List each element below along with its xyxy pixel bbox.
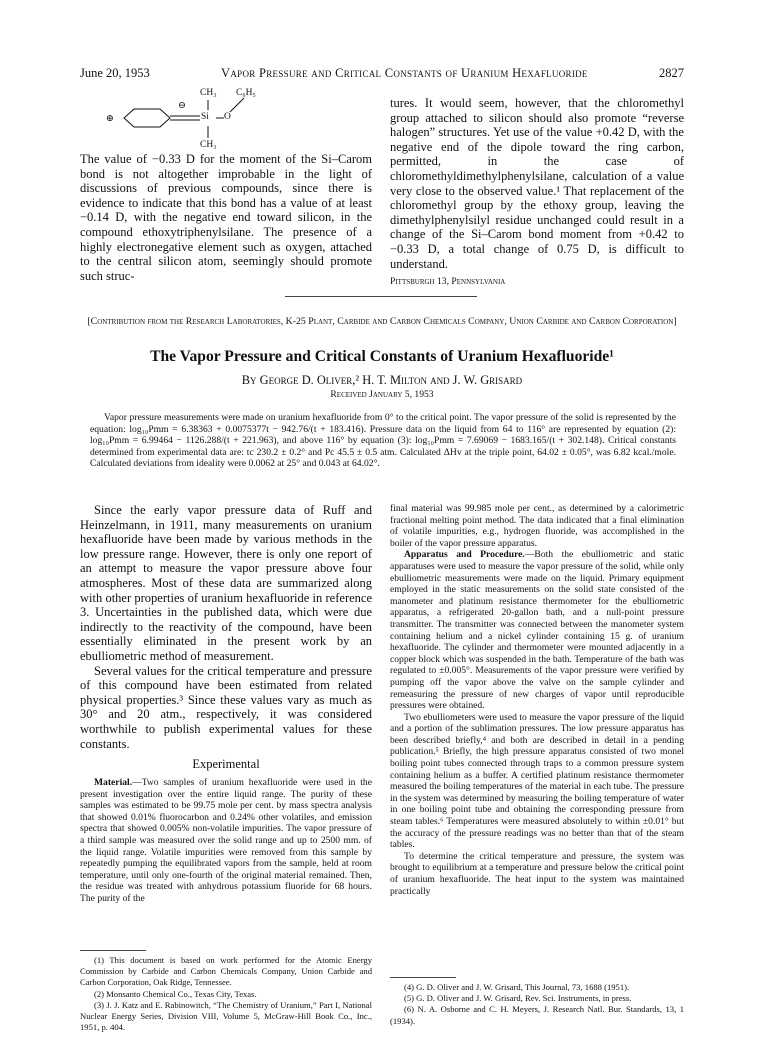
footnotes-right — [390, 982, 684, 1027]
label-o: O — [224, 112, 231, 122]
apparatus-text: —Both the ebulliometric and static apparatuses were used to measure the vapor pressure of the solid, while only ebulliometric measurements were made on the liquid. Primary equipment employed in the static measurements on the solid state consisted of the manometer and platinum resistance thermometer for the ebulliometric apparatus, a refrigerated 20-gallon bath, and a null-point pressure transmitter. The transmitter was connected between the manometer system containing helium and a nickel cylinder containing 15 g. of uranium hexafluoride. The cylinder and thermometer were mounted adjacently in a copper block which was suspended in the bath. Temperature of the bath was regulated to ±0.005°. Measurements of the vapor pressure were verified by pumping off the vapor above the valve on the sample cylinder and remeasuring the pressure of new charges of vapor until reproducible pressures were obtained. — [390, 549, 684, 712]
header-running-title: Vapor Pressure and Critical Constants of Uranium Hexafluoride — [221, 66, 588, 80]
material-text: —Two samples of uranium hexafluoride were used in the present investigation over the entire liquid range. The purity of these samples was estimated to be 99.75 mole per cent. by mass spectra analysis that showed 0.01% fluorocarbon and 0.24% other volatiles, and emission spectra that showed 0.005% non-volatile impurities. The vapor pressure of a third sample was measured over the solid range and up to 2500 mm. of the liquid range. Volatile impurities were removed from this sample by repeatedly pumping the equilibrated vapors from the sample, held at room temperature, until only one-fourth of the original material remained. Then, the residue was treated with anhydrous potassium fluoride for 68 hours. The purity of the — [80, 777, 372, 905]
material-paragraph — [80, 777, 372, 905]
footnote-3: (3) J. J. Katz and E. Rabinowitch, “The Chemistry of Uranium,” Part I, National Nuclear Energy Series, Division VIII, Volume 5, McGraw-Hill Book Co., Inc., 1951, p. 404. — [80, 999, 372, 1033]
intro-paragraph-2: Several values for the critical temperature and pressure of this compound have been estimated from related physical properties.³ Since these values vary as much as 30° and 20 atm., respectively, it was considered worthwhile to publish experimental values for these constants. — [80, 663, 372, 751]
footnote-1: (1) This document is based on work performed for the Atomic Energy Commission by Carbide and Carbon Chemicals Company, Union Carbide and Carbon Corporation, Oak Ridge, Tennessee. — [80, 955, 372, 988]
running-header — [80, 66, 684, 81]
footnote-2: (2) Monsanto Chemical Co., Texas City, Texas. — [94, 988, 257, 999]
label-ch3-top: CH₃ — [200, 88, 217, 98]
body-right-column — [390, 503, 684, 897]
footnote-6: (6) N. A. Osborne and C. H. Meyers, J. Research Natl. Bur. Standards, 13, 1 (1934). — [390, 1004, 684, 1026]
abstract — [90, 412, 676, 470]
label-c6h5: C₆H₅ — [236, 88, 256, 98]
footnote-5: (5) G. D. Oliver and J. W. Grisard, Rev. Sci. Instruments, in press. — [404, 993, 632, 1004]
separator-rule — [285, 296, 477, 297]
right-paragraph-2: Two ebulliometers were used to measure the vapor pressure of the liquid and a portion of the sublimation pressures. The low pressure apparatus has been described briefly,⁴ and both are described in detail in a pending publication.⁵ Briefly, the high pressure apparatus consisted of two monel boiling point tubes connected through traps to a common pressure system containing helium as a buffer. A certified platinum resistance thermometer measured the boiling temperatures of the material in each tube. The pressure in the system was determined by measuring the boiling temperature of water in one boiling point tube and obtaining the corresponding pressure from steam tables.⁶ Temperatures were measured absolutely to within ±0.01° but the accuracy of the pressure readings was no better than that of the steam tables. — [390, 711, 684, 851]
article-authors: By George D. Oliver,² H. T. Milton and J. W. Grisard — [241, 373, 523, 387]
right-paragraph-1: final material was 99.985 mole per cent., as determined by a calorimetric fractional melting point method. The data indicated that a final elimination of volatile impurities, e.g., hydrogen fluoride, was accomplished in the boiler of the vapor pressure apparatus. — [390, 503, 684, 549]
prev-article-left-column — [80, 152, 372, 283]
contribution-note: [Contribution from the Research Laboratories, K-25 Plant, Carbide and Carbon Chemicals Company, Union Carbide and Carbon Corporation] — [87, 316, 677, 327]
section-heading-experimental: Experimental — [192, 757, 260, 772]
body-left-column — [80, 503, 372, 905]
received-date: Received January 5, 1953 — [330, 389, 434, 400]
footnotes-left — [80, 955, 372, 1033]
label-minus: ⊖ — [178, 101, 186, 111]
footnote-4: (4) G. D. Oliver and J. W. Grisard, This Journal, 73, 1688 (1951). — [404, 982, 630, 992]
label-ch3-bottom: CH₃ — [200, 140, 217, 150]
prev-article-right-paragraph: tures. It would seem, however, that the chloromethyl group attached to silicon should also promote “reverse halogen” structures. Yet use of the value +0.42 D, with the negative end of the dipole toward the ring carbon, permitted, in the case of chloromethyldimethylphenylsilane, calculation of a value very close to the observed value.¹ That replacement of the chloromethyl group by the ethoxy group, leaving the dimethylphenylsilyl residue unchanged could result in a change of the Si–Carom bond moment from +0.42 to −0.33 D, a total change of 0.75 D, is difficult to understand. — [390, 96, 684, 271]
apparatus-run-in-head: Apparatus and Procedure. — [404, 549, 525, 561]
header-date: June 20, 1953 — [80, 66, 150, 80]
label-plus: ⊕ — [106, 114, 114, 124]
prev-article-left-paragraph: The value of −0.33 D for the moment of the Si–Carom bond is not altogether improbable in the light of discussions of previous compounds, since there is evidence to indicate that this bond has a value of at least −0.14 D, with the negative end toward silicon, in the compound ethoxytriphenylsilane. The presence of a highly electronegative element such as oxygen, attached to the central silicon atom, seemingly should promote such struc- — [80, 152, 372, 283]
intro-paragraph-1: Since the early vapor pressure data of Ruff and Heinzelmann, in 1911, many measurements on uranium hexafluoride have been made by various methods in the low pressure range. However, there is only one report of an attempt to measure the vapor pressure above four atmospheres. Most of these data are summarized along with other properties of uranium hexafluoride in reference 3. Uncertainties in the published data, which were due indirectly to the reactivity of the compound, have been essentially eliminated in the present work by an ebulliometric method of measurement. — [80, 503, 372, 663]
prev-article-right-column — [390, 96, 684, 290]
abstract-text: Vapor pressure measurements were made on uranium hexafluoride from 0° to the critical point. The vapor pressure of the solid is represented by the equation: log₁₀Pmm = 6.38363 + 0.0075377t − 942.76/(t + 183.416). Pressure data on the liquid from 64 to 116° are represented by equation (2): log₁₀Pmm = 6.99464 − 1126.288/(t + 221.963), and above 116° by equation (3): log₁₀Pmm = 7.69069 − 1683.165/(t + 302.148). Critical constants determined from experimental data are: tc 230.2 ± 0.2° and Pc 45.5 ± 0.5 atm. Calculated ΔHv at the triple point, 64.02 ± 0.05°, was 6.82 kcal./mole. Calculated deviations from ideality were 0.0062 at 25° and 0.043 at 64.02°. — [90, 412, 676, 470]
chemical-structure — [106, 88, 312, 158]
prev-article-location: Pittsburgh 13, Pennsylvania — [390, 276, 506, 288]
right-paragraph-3: To determine the critical temperature and pressure, the system was brought to equilibrium at a temperature and pressure below the critical point of uranium hexafluoride. The heat input to the system was maintained practically — [390, 850, 684, 897]
footnote-rule-right — [390, 977, 456, 978]
label-si: Si — [201, 112, 209, 122]
header-page-number: 2827 — [658, 66, 684, 80]
material-run-in-head: Material. — [94, 777, 133, 789]
footnote-rule — [80, 950, 146, 951]
apparatus-paragraph — [390, 549, 684, 711]
article-title: The Vapor Pressure and Critical Constants of Uranium Hexafluoride¹ — [150, 348, 614, 365]
